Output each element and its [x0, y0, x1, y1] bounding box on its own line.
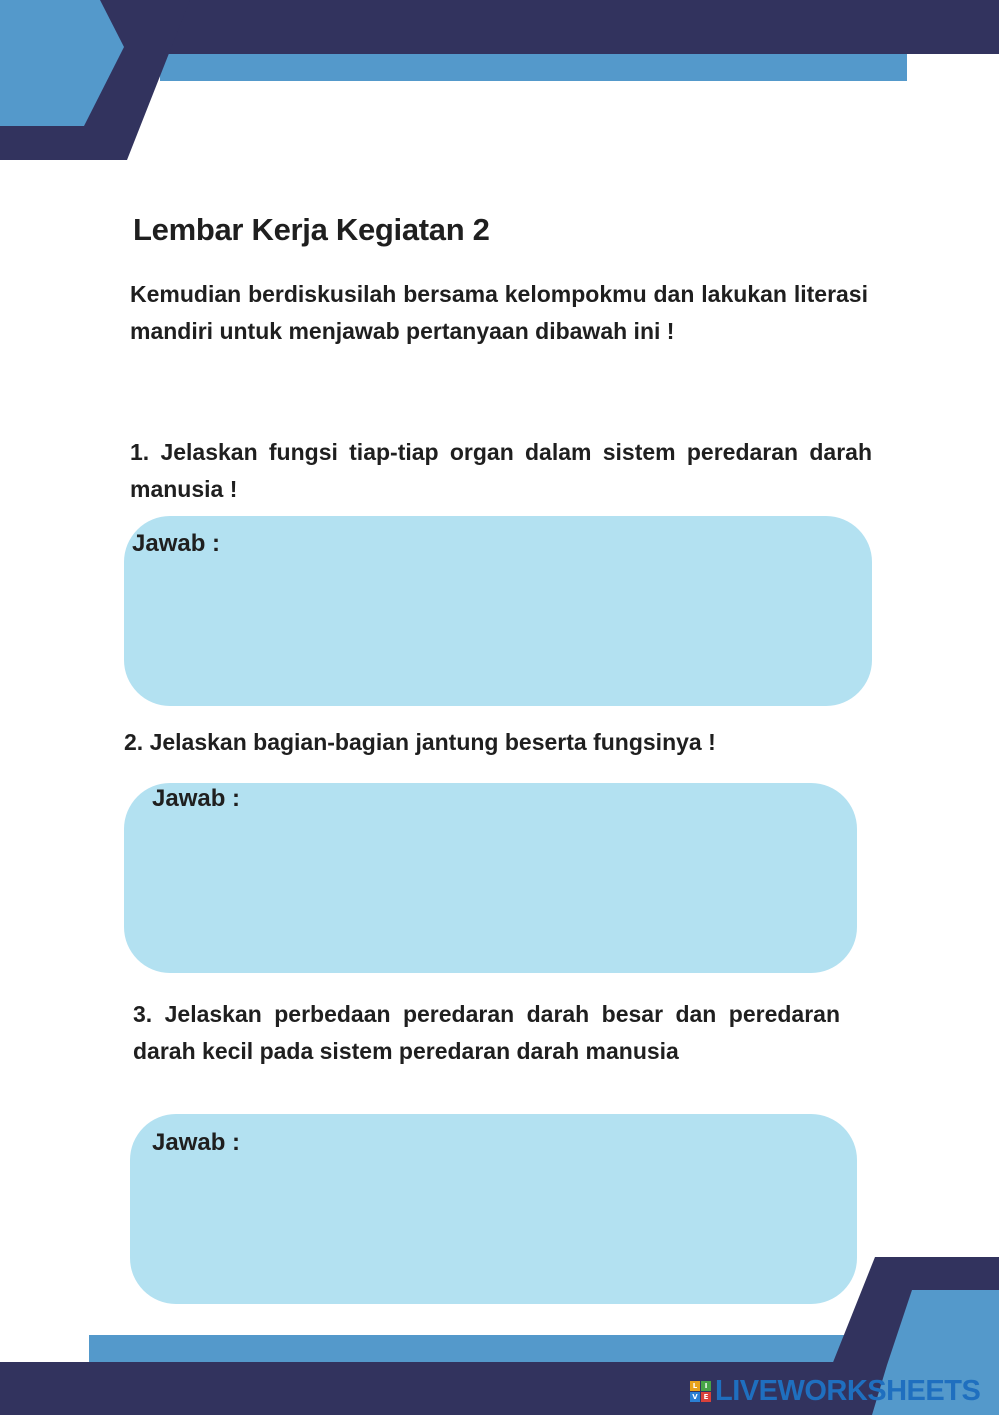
logo-letter-i: I — [701, 1381, 711, 1391]
answer-label-3: Jawab : — [152, 1129, 241, 1156]
logo-letter-e: E — [701, 1392, 711, 1402]
answer-box-2[interactable] — [124, 783, 857, 973]
liveworksheets-brand[interactable] — [690, 1376, 980, 1406]
question-3: 3. Jelaskan perbedaan peredaran darah besar dan peredaran darah kecil pada sistem peredaran darah manusia — [133, 1001, 840, 1064]
logo-letter-l: L — [690, 1381, 700, 1391]
worksheet-instruction: Kemudian berdiskusilah bersama kelompokmu dan lakukan literasi mandiri untuk menjawab pertanyaan dibawah ini ! — [130, 281, 868, 344]
logo-letter-v: V — [690, 1392, 700, 1402]
answer-label-1: Jawab : — [132, 530, 221, 557]
brand-name: LIVEWORKSHEETS — [715, 1374, 981, 1407]
answer-box-3[interactable] — [130, 1114, 857, 1304]
header-banner — [0, 0, 999, 160]
answer-input-2[interactable] — [152, 835, 829, 951]
answer-input-3[interactable] — [158, 1166, 829, 1282]
worksheet-title: Lembar Kerja Kegiatan 2 — [133, 212, 490, 247]
question-1: 1. Jelaskan fungsi tiap-tiap organ dalam sistem peredaran darah manusia ! — [130, 439, 872, 502]
question-2: 2. Jelaskan bagian-bagian jantung beserta fungsinya ! — [124, 729, 716, 755]
answer-box-1[interactable] — [124, 516, 872, 706]
answer-label-2: Jawab : — [152, 785, 241, 812]
liveworksheets-logo-icon — [690, 1381, 711, 1402]
answer-input-1[interactable] — [152, 568, 844, 684]
